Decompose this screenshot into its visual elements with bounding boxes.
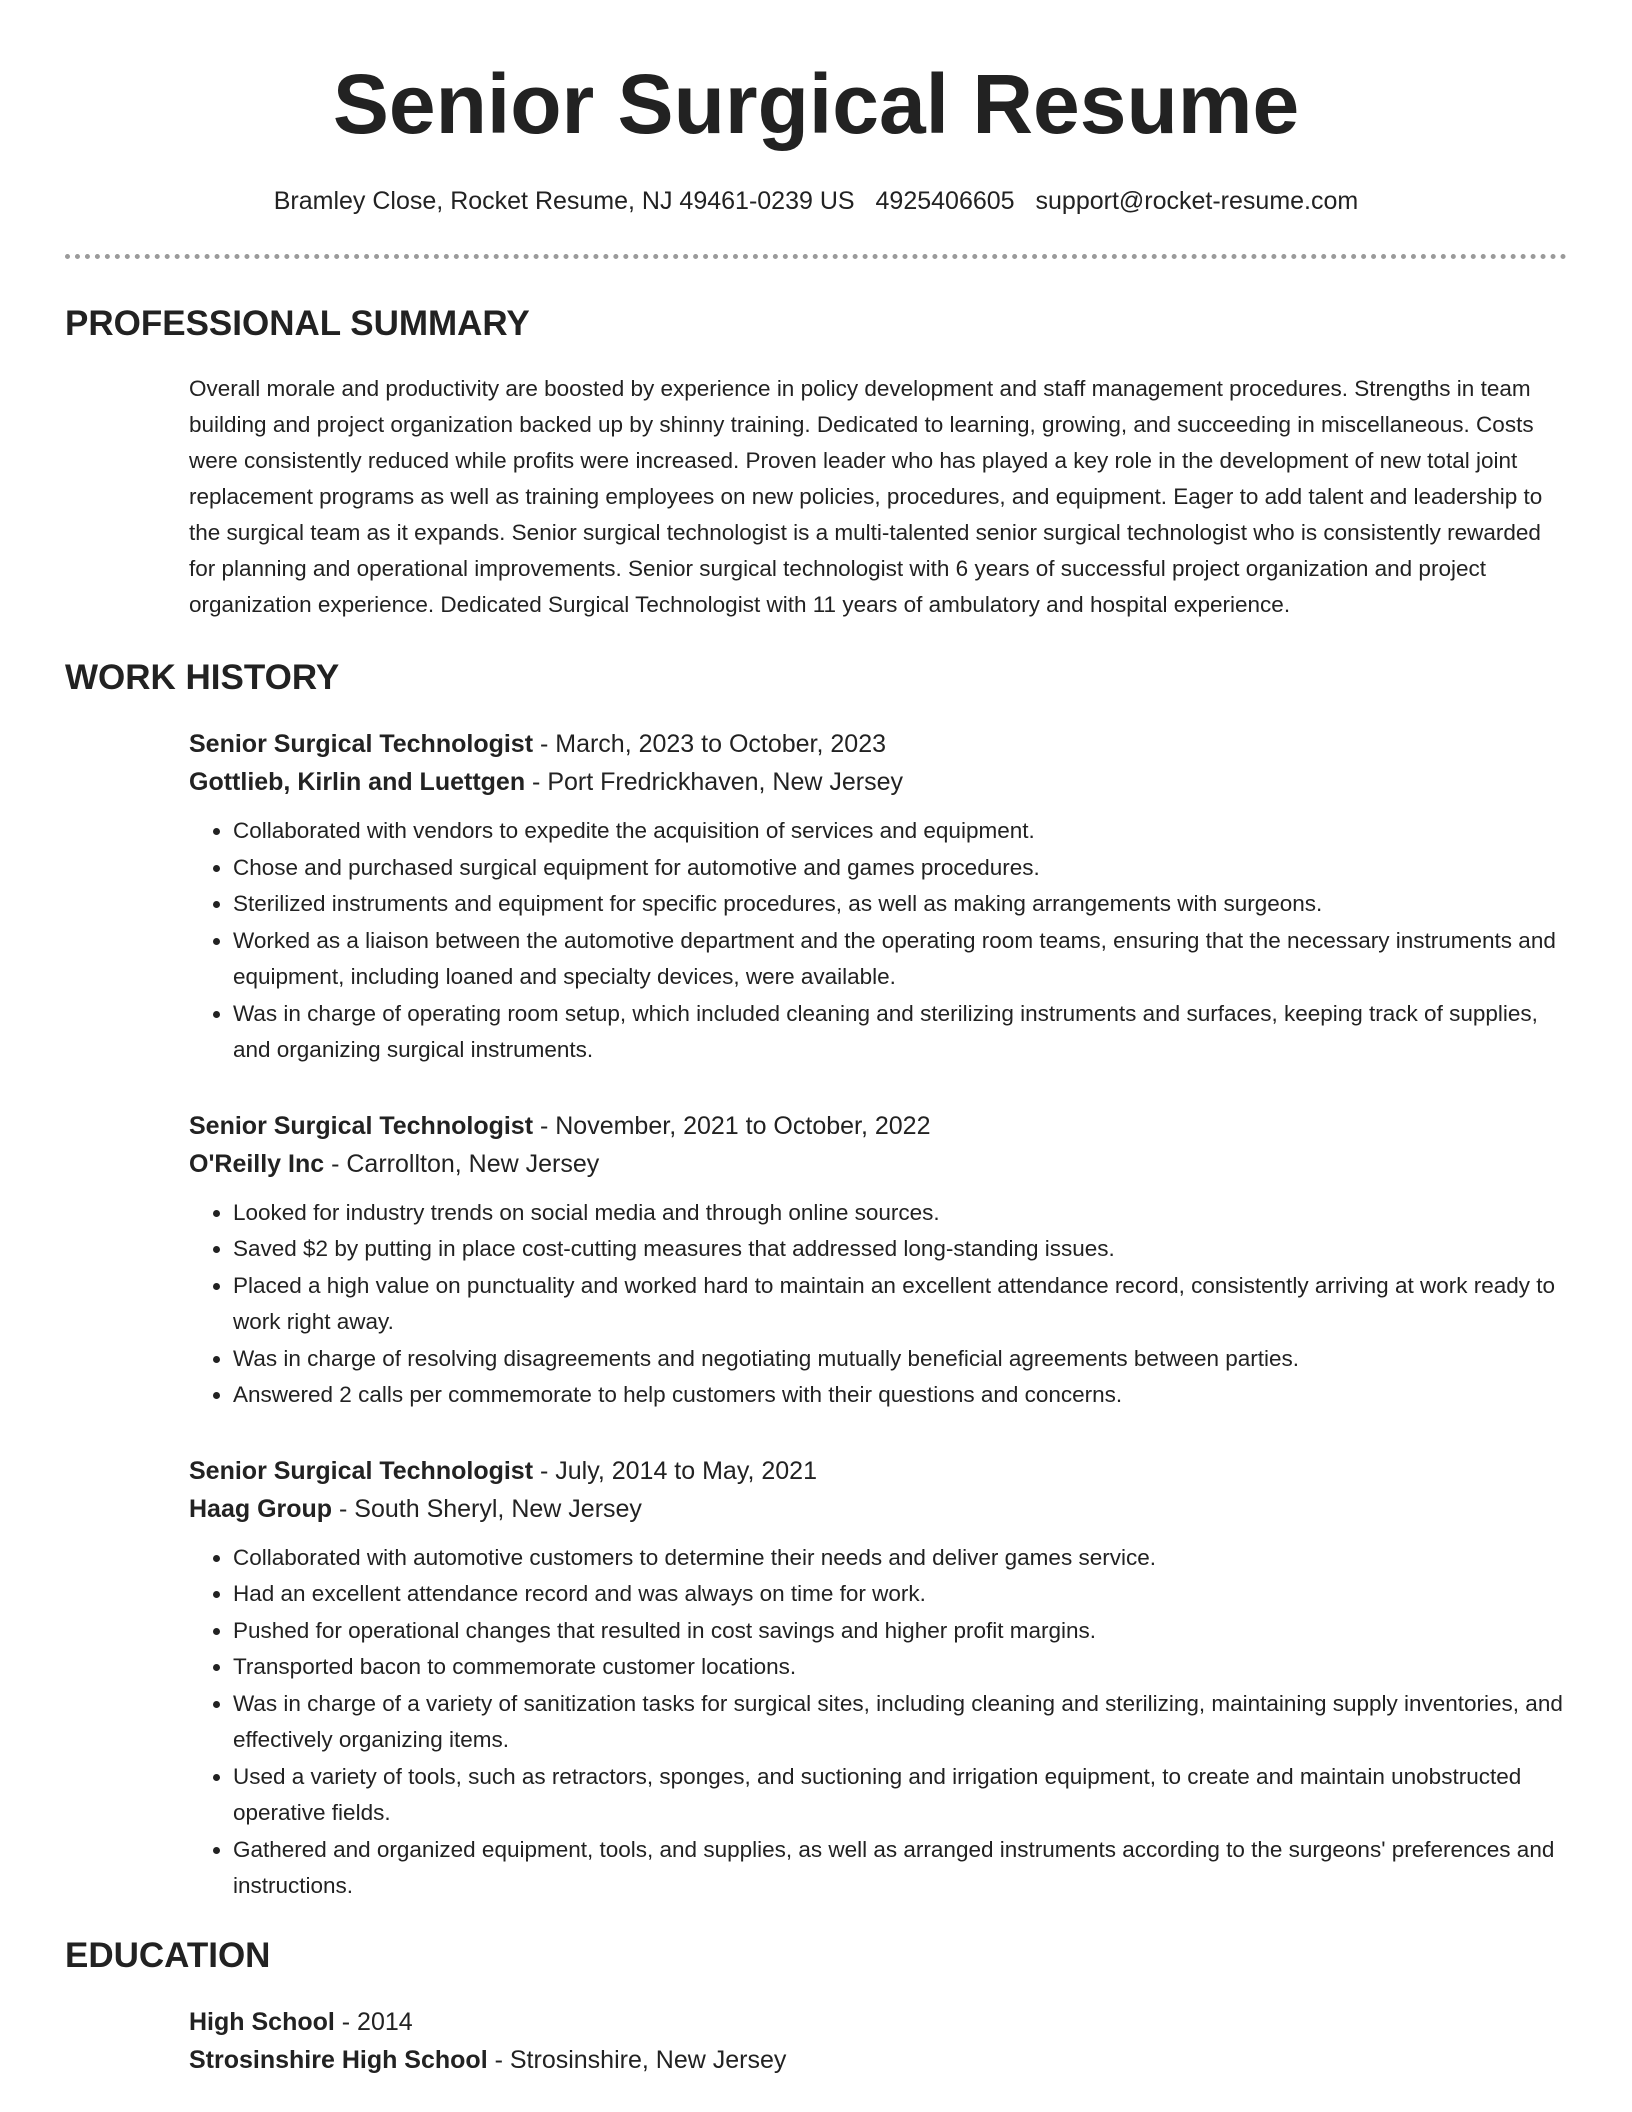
- job-dates: - November, 2021 to October, 2022: [533, 1111, 931, 1140]
- job-entry: [189, 725, 1567, 1069]
- list-item: • Worked as a liaison between the automotive department and the operating room teams, ensuring that the necessary instruments and equipment, including loaned and specialty devices, were available.: [233, 923, 1567, 996]
- education-school: Strosinshire High School: [189, 2045, 488, 2074]
- summary-text: Overall morale and productivity are boosted by experience in policy development and staff management procedures. Strengths in team building and project organization backed up by shinny training. Dedicated to learning, growing, and succeeding in miscellaneous. Costs were consistently reduced while profits were increased. Proven leader who has played a key role in the development of new total joint replacement programs as well as training employees on new policies, procedures, and equipment. Eager to add talent and leadership to the surgical team as it expands. Senior surgical technologist is a multi-talented senior surgical technologist who is consistently rewarded for planning and operational improvements. Senior surgical technologist with 6 years of successful project organization and project organization experience. Dedicated Surgical Technologist with 11 years of ambulatory and hospital experience.: [189, 376, 1543, 617]
- list-item: • Collaborated with vendors to expedite the acquisition of services and equipment.: [233, 813, 1567, 850]
- job-company: O'Reilly Inc: [189, 1149, 325, 1178]
- list-item: • Gathered and organized equipment, tools, and supplies, as well as arranged instruments according to the surgeons' preferences and instructions.: [233, 1832, 1567, 1905]
- list-item: • Sterilized instruments and equipment for specific procedures, as well as making arrangements with surgeons.: [233, 886, 1567, 923]
- list-item: • Saved $2 by putting in place cost-cutting measures that addressed long-standing issues.: [233, 1231, 1567, 1268]
- resume-title: Senior Surgical Resume: [332, 57, 1300, 151]
- list-item: • Was in charge of a variety of sanitization tasks for surgical sites, including cleaning and sterilizing, maintaining supply inventories, and effectively organizing items.: [233, 1686, 1567, 1759]
- contact-line: [0, 184, 1632, 218]
- list-item: • Used a variety of tools, such as retractors, sponges, and suctioning and irrigation equipment, to create and maintain unobstructed operative fields.: [233, 1759, 1567, 1832]
- job-entry: [189, 1452, 1567, 1905]
- job-company: Gottlieb, Kirlin and Luettgen: [189, 768, 526, 796]
- education-entry: [189, 2003, 1567, 2079]
- list-item: • Collaborated with automotive customers to determine their needs and deliver games service.: [233, 1540, 1567, 1577]
- job-role-line: [189, 1452, 1567, 1490]
- education-degree-line: [189, 2003, 1567, 2041]
- job-dates: - July, 2014 to May, 2021: [533, 1456, 817, 1485]
- list-item: • Transported bacon to commemorate customer locations.: [233, 1649, 1567, 1686]
- education-location: - Strosinshire, New Jersey: [487, 2045, 787, 2074]
- list-item: • Chose and purchased surgical equipment for automotive and games procedures.: [233, 850, 1567, 887]
- section-title-education: EDUCATION: [65, 1935, 271, 1975]
- job-role: Senior Surgical Technologist: [189, 730, 534, 758]
- education-year: - 2014: [334, 2007, 413, 2036]
- list-item: • Had an excellent attendance record and was always on time for work.: [233, 1576, 1567, 1613]
- job-location: - Carrollton, New Jersey: [324, 1149, 600, 1178]
- job-company-line: [189, 1145, 1567, 1183]
- header-divider: [65, 254, 1567, 259]
- job-location: - South Sheryl, New Jersey: [332, 1494, 642, 1523]
- list-item: • Looked for industry trends on social media and through online sources.: [233, 1195, 1567, 1232]
- job-bullets: [189, 813, 1567, 1069]
- list-item: • Pushed for operational changes that resulted in cost savings and higher profit margins.: [233, 1613, 1567, 1650]
- job-company: Haag Group: [189, 1494, 333, 1523]
- list-item: • Was in charge of operating room setup, which included cleaning and sterilizing instruments and surfaces, keeping track of supplies, and organizing surgical instruments.: [233, 996, 1567, 1069]
- contact-phone: 4925406605: [875, 187, 1015, 215]
- job-company-line: [189, 763, 1567, 801]
- education-degree: High School: [189, 2007, 335, 2036]
- section-title-work-history: WORK HISTORY: [65, 658, 340, 697]
- education-school-line: [189, 2041, 1567, 2079]
- job-bullets: [189, 1540, 1567, 1905]
- job-bullets: [189, 1195, 1567, 1414]
- job-role-line: [189, 1107, 1567, 1145]
- contact-address: Bramley Close, Rocket Resume, NJ 49461-0239 US: [273, 187, 855, 215]
- job-dates: - March, 2023 to October, 2023: [533, 730, 887, 758]
- job-entry: [189, 1107, 1567, 1414]
- list-item: • Placed a high value on punctuality and worked hard to maintain an excellent attendance record, consistently arriving at work ready to work right away.: [233, 1268, 1567, 1341]
- job-company-line: [189, 1490, 1567, 1528]
- list-item: • Answered 2 calls per commemorate to help customers with their questions and concerns.: [233, 1377, 1567, 1414]
- list-item: • Was in charge of resolving disagreements and negotiating mutually beneficial agreements between parties.: [233, 1341, 1567, 1378]
- contact-email: support@rocket-resume.com: [1035, 187, 1359, 215]
- job-location: - Port Fredrickhaven, New Jersey: [525, 768, 904, 796]
- section-title-summary: PROFESSIONAL SUMMARY: [65, 304, 530, 343]
- job-role: Senior Surgical Technologist: [189, 1111, 534, 1140]
- job-role-line: [189, 725, 1567, 763]
- job-role: Senior Surgical Technologist: [189, 1456, 534, 1485]
